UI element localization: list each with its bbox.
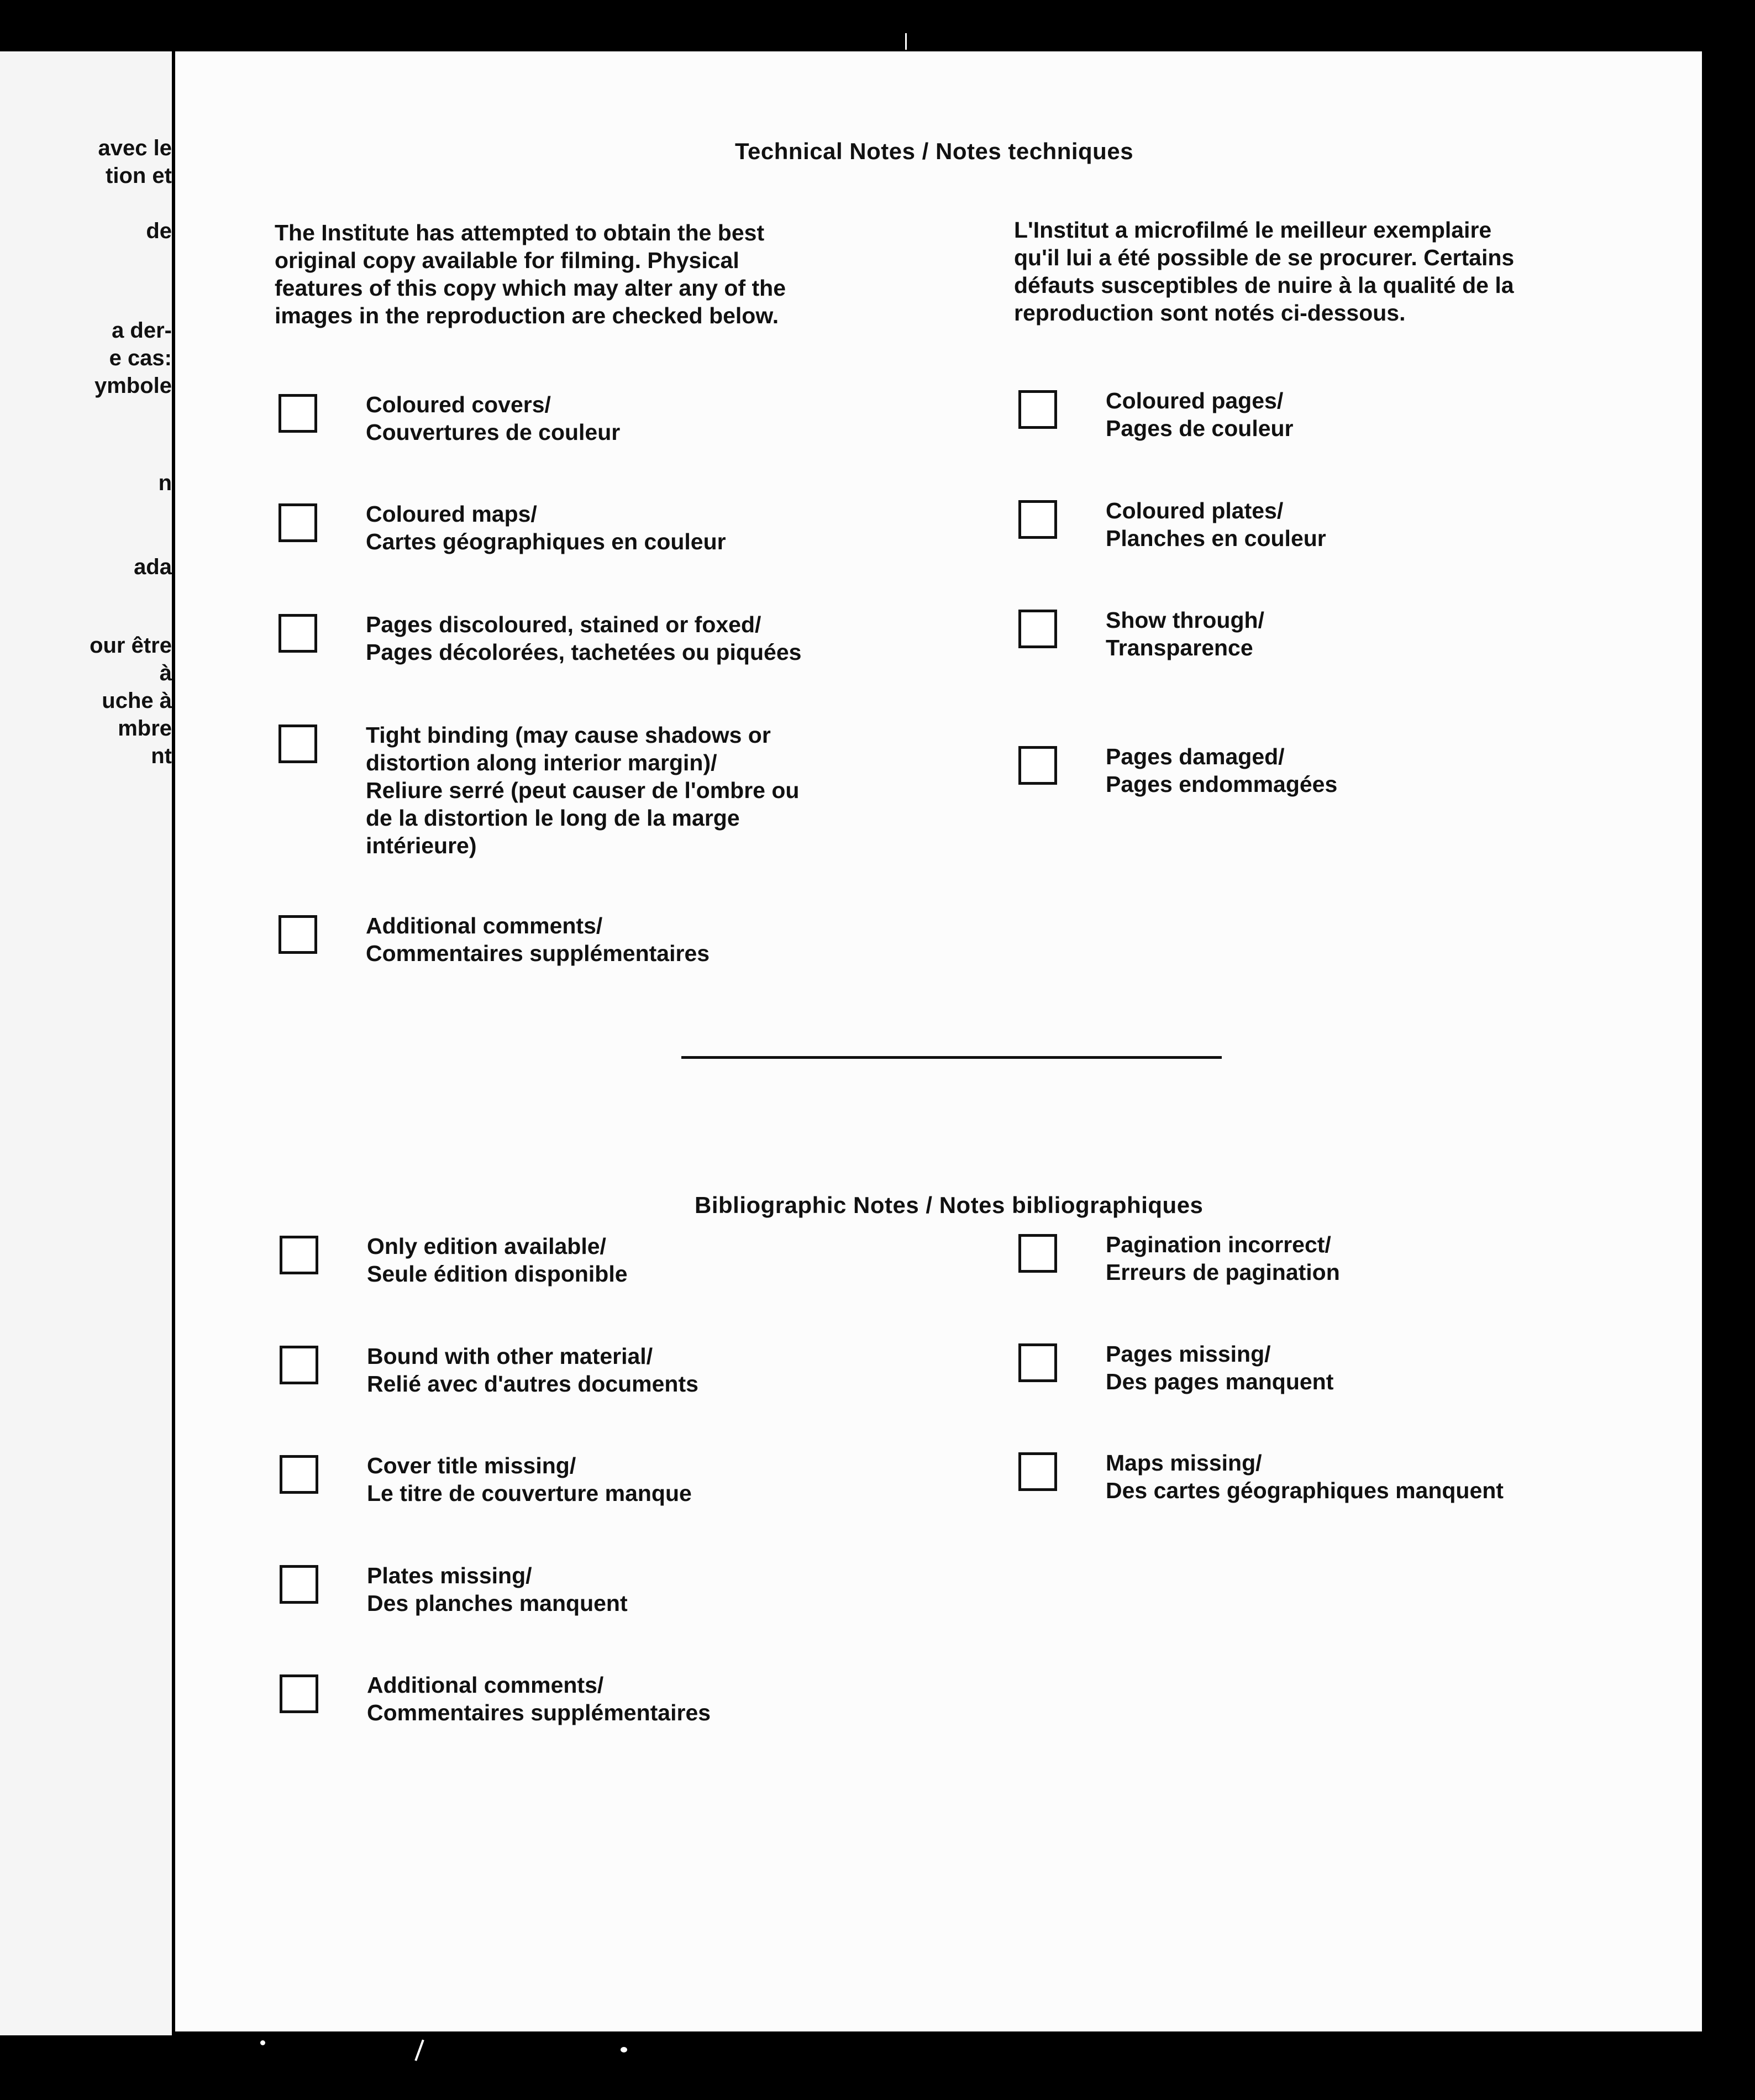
checkbox-label: Additional comments/ Commentaires supplémentaires — [366, 913, 710, 966]
film-speck — [260, 2040, 265, 2045]
checkbox-label: Coloured pages/ Pages de couleur — [1106, 388, 1294, 441]
film-speck — [905, 33, 907, 50]
checkbox-square[interactable] — [1018, 746, 1057, 785]
checkbox-square[interactable] — [1018, 390, 1057, 429]
left-fragment-4: n — [158, 471, 172, 495]
checkbox-label: Coloured covers/ Couvertures de couleur — [366, 392, 621, 445]
checkbox-label: Tight binding (may cause shadows or distortion along interior margin)/ Reliure serré (peut causer de l'ombre ou de la distortion le long de la marge intérieure) — [366, 722, 800, 858]
checkbox-square[interactable] — [279, 915, 317, 954]
technical-intro-french: L'Institut a microfilmé le meilleur exemplaire qu'il lui a été possible de se procurer. Certains défauts susceptibles de nuire à la qualité de la reproduction sont notés ci-dessous. — [1014, 217, 1515, 326]
left-fragment-3: a der- e cas: ymbole — [94, 318, 172, 398]
checkbox-label: Maps missing/ Des cartes géographiques manquent — [1106, 1450, 1504, 1503]
bibliographic-notes-title: Bibliographic Notes / Notes bibliographiques — [695, 1192, 1204, 1218]
checkbox-square[interactable] — [1018, 500, 1057, 539]
left-fragment-2: de — [146, 219, 172, 243]
left-fragment-6: our être à uche à mbre nt — [90, 633, 172, 768]
checkbox-square[interactable] — [279, 394, 317, 433]
checkbox-label: Bound with other material/ Relié avec d'autres documents — [367, 1343, 698, 1397]
notes-page — [175, 51, 1702, 2031]
checkbox-square[interactable] — [1018, 1343, 1057, 1382]
checkbox-square[interactable] — [1018, 610, 1057, 648]
left-fragment-1: avec le tion et — [98, 136, 172, 188]
left-fragment-5: ada — [134, 555, 172, 579]
checkbox-square[interactable] — [1018, 1452, 1057, 1491]
checkbox-label: Pages damaged/ Pages endommagées — [1106, 744, 1338, 797]
checkbox-square[interactable] — [279, 503, 317, 542]
checkbox-label: Only edition available/ Seule édition disponible — [367, 1233, 628, 1287]
checkbox-square[interactable] — [280, 1565, 318, 1604]
checkbox-square[interactable] — [280, 1236, 318, 1274]
checkbox-label: Pagination incorrect/ Erreurs de pagination — [1106, 1232, 1340, 1285]
checkbox-label: Show through/ Transparence — [1106, 607, 1264, 660]
film-scratch — [414, 2040, 424, 2061]
checkbox-label: Coloured plates/ Planches en couleur — [1106, 498, 1326, 551]
technical-notes-title: Technical Notes / Notes techniques — [735, 138, 1134, 164]
film-speck — [621, 2047, 627, 2052]
checkbox-square[interactable] — [280, 1346, 318, 1384]
checkbox-label: Coloured maps/ Cartes géographiques en couleur — [366, 501, 726, 554]
checkbox-label: Cover title missing/ Le titre de couverture manque — [367, 1453, 692, 1506]
previous-page-strip — [0, 51, 172, 2035]
technical-intro-english: The Institute has attempted to obtain the best original copy available for filming. Physical features of this copy which may alter any of the images in the reproduction are checked below. — [275, 220, 786, 328]
section-divider — [681, 1056, 1222, 1059]
checkbox-label: Additional comments/ Commentaires supplémentaires — [367, 1672, 711, 1725]
checkbox-square[interactable] — [279, 614, 317, 653]
checkbox-square[interactable] — [280, 1455, 318, 1494]
checkbox-label: Pages missing/ Des pages manquent — [1106, 1341, 1334, 1394]
checkbox-square[interactable] — [1018, 1234, 1057, 1273]
checkbox-label: Pages discoloured, stained or foxed/ Pages décolorées, tachetées ou piquées — [366, 612, 802, 665]
checkbox-square[interactable] — [280, 1674, 318, 1713]
checkbox-square[interactable] — [279, 725, 317, 763]
checkbox-label: Plates missing/ Des planches manquent — [367, 1563, 628, 1616]
